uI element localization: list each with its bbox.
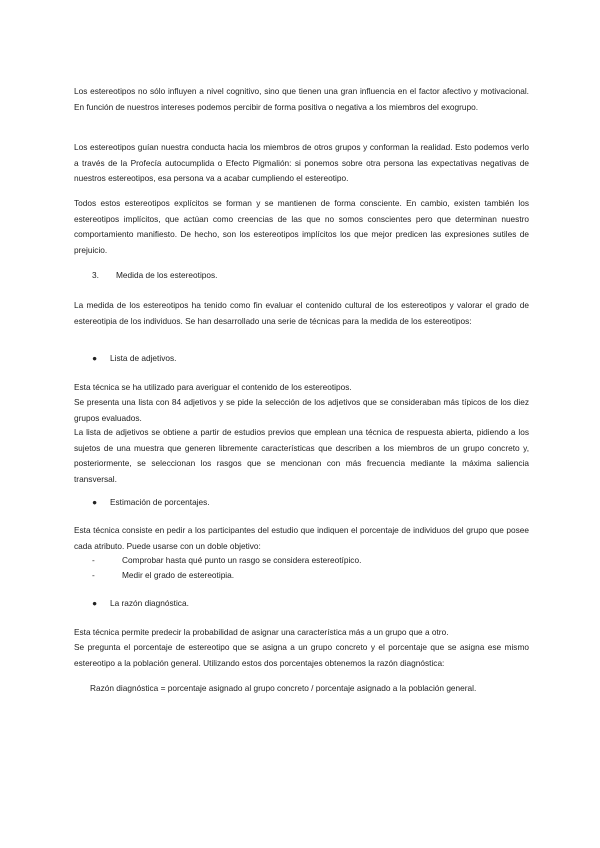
section-heading-3 <box>92 270 217 280</box>
paragraph-implicit-stereotypes: Todos estos estereotipos explícitos se forman y se mantienen de forma consciente. En cambio, existen también los estereotipos implícitos, que actúan como creencias de las que no somos conscientes pero que determinan nuestro comportamiento manifiesto. De hecho, son los estereotipos implícitos los que mejor predicen las expresiones sutiles de prejuicio. <box>74 198 529 255</box>
bullet-label: Lista de adjetivos. <box>110 353 177 363</box>
paragraph-affective-influence: Los estereotipos no sólo influyen a nivel cognitivo, sino que tienen una gran influencia en el factor afectivo y motivacional. En función de nuestros intereses podemos percibir de forma positiva o negativa a los miembros del exogrupo. <box>74 86 529 112</box>
dash-label: Comprobar hasta qué punto un rasgo se considera estereotípico. <box>122 555 362 565</box>
paragraph-percentage-technique: Esta técnica consiste en pedir a los participantes del estudio que indiquen el porcentaje de individuos del grupo que posee cada atributo. Puede usarse con un doble objetivo: <box>74 525 529 551</box>
paragraph-adjective-purpose: Esta técnica se ha utilizado para averiguar el contenido de los estereotipos. <box>74 382 352 392</box>
section-number: 3. <box>92 270 99 280</box>
bullet-icon: ● <box>92 353 98 363</box>
paragraph-diagnostic-purpose: Esta técnica permite predecir la probabilidad de asignar una característica más a un grupo que a otro. <box>74 627 449 637</box>
dash-item-stereotypy-degree <box>92 568 234 584</box>
diagnostic-ratio-formula: Razón diagnóstica = porcentaje asignado al grupo concreto / porcentaje asignado a la población general. <box>90 683 477 693</box>
bullet-label: Estimación de porcentajes. <box>110 497 210 507</box>
dash-item-stereotypical-trait <box>92 553 361 569</box>
bullet-diagnostic-ratio <box>92 598 189 608</box>
bullet-label: La razón diagnóstica. <box>110 598 189 608</box>
paragraph-self-fulfilling-prophecy: Los estereotipos guían nuestra conducta hacia los miembros de otros grupos y conforman la realidad. Esto podemos verlo a través de la Profecía autocumplida o Efecto Pigmalión: si ponemos sobre otra persona las expectativas negativas de nuestros estereotipos, esa persona va a acabar cumpliendo el estereotipo. <box>74 142 529 183</box>
bullet-icon: ● <box>92 598 98 608</box>
dash-icon: - <box>92 570 95 580</box>
bullet-percentage-estimation <box>92 497 210 507</box>
section-title: Medida de los estereotipos. <box>116 270 218 280</box>
paragraph-adjective-origin: La lista de adjetivos se obtiene a partir de estudios previos que emplean una técnica de respuesta abierta, pidiendo a los sujetos de una muestra que generen libremente características que describen a los miembros de un grupo concreto y, posteriormente, se seleccionan los rasgos que se mencionan con más frecuencia mediante la máxima saliencia transversal. <box>74 427 529 484</box>
paragraph-diagnostic-procedure: Se pregunta el porcentaje de estereotipo que se asigna a un grupo concreto y el porcentaje que se asigna ese mismo estereotipo a la población general. Utilizando estos dos porcentajes obtenemos la razón diagnóstica: <box>74 642 529 668</box>
bullet-adjective-list <box>92 353 176 363</box>
paragraph-adjective-procedure: Se presenta una lista con 84 adjetivos y se pide la selección de los adjetivos que se consideraban más típicos de los diez grupos evaluados. <box>74 397 529 423</box>
paragraph-measurement-intro: La medida de los estereotipos ha tenido como fin evaluar el contenido cultural de los estereotipos y valorar el grado de estereotipia de los individuos. Se han desarrollado una serie de técnicas para la medida de los estereotipos: <box>74 300 529 326</box>
bullet-icon: ● <box>92 497 98 507</box>
dash-label: Medir el grado de estereotipia. <box>122 570 235 580</box>
dash-icon: - <box>92 555 95 565</box>
